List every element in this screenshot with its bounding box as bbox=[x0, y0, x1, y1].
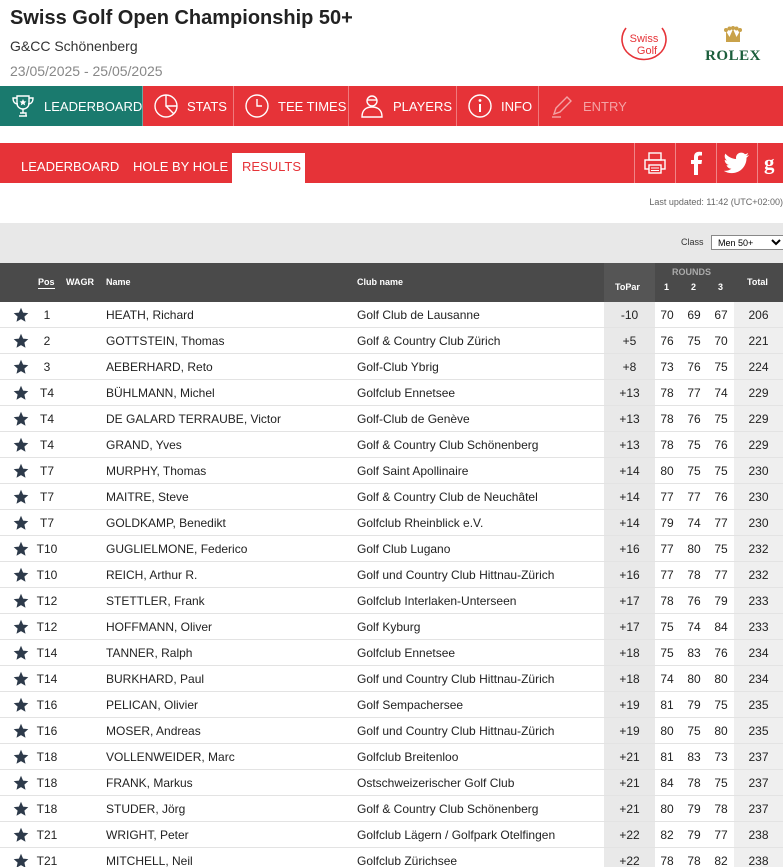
row-round-3: 76 bbox=[714, 438, 728, 452]
row-round-3: 76 bbox=[714, 490, 728, 504]
row-topar: +22 bbox=[619, 828, 640, 842]
row-round-3: 77 bbox=[714, 568, 728, 582]
row-round-2: 75 bbox=[687, 464, 701, 478]
main-nav bbox=[0, 86, 783, 126]
row-pos: T12 bbox=[36, 620, 58, 634]
row-round-2: 76 bbox=[687, 412, 701, 426]
nav-tee-times-label: TEE TIMES bbox=[278, 98, 347, 114]
nav-stats-label: STATS bbox=[187, 98, 227, 114]
table-row[interactable] bbox=[0, 510, 783, 536]
row-total: 234 bbox=[748, 646, 769, 660]
col-pos[interactable]: Pos bbox=[38, 277, 55, 287]
favorite-star-icon[interactable] bbox=[13, 853, 29, 867]
favorite-star-icon[interactable] bbox=[13, 801, 29, 817]
table-row[interactable] bbox=[0, 614, 783, 640]
row-pos: T4 bbox=[39, 412, 54, 426]
row-round-1: 80 bbox=[660, 464, 674, 478]
table-row[interactable] bbox=[0, 302, 783, 328]
nav-entry-label: ENTRY bbox=[583, 98, 627, 114]
row-player-name[interactable]: FRANK, Markus bbox=[106, 776, 193, 790]
favorite-star-icon[interactable] bbox=[13, 593, 29, 609]
row-club-name: Golf Kyburg bbox=[357, 620, 421, 634]
row-pos: T10 bbox=[36, 568, 58, 582]
row-total: 230 bbox=[748, 464, 769, 478]
row-total: 224 bbox=[748, 360, 769, 374]
row-player-name[interactable]: GUGLIELMONE, Federico bbox=[106, 542, 248, 556]
row-total: 229 bbox=[748, 386, 769, 400]
table-row[interactable] bbox=[0, 432, 783, 458]
row-pos: T10 bbox=[36, 542, 58, 556]
row-player-name[interactable]: HOFFMANN, Oliver bbox=[106, 620, 212, 634]
row-total: 237 bbox=[748, 750, 769, 764]
row-round-1: 75 bbox=[660, 620, 674, 634]
row-round-3: 84 bbox=[714, 620, 728, 634]
col-round-3[interactable]: 3 bbox=[718, 282, 724, 292]
row-club-name: Golfclub Lägern / Golfpark Otelfingen bbox=[357, 828, 556, 842]
swiss-golf-logo-line2: Golf bbox=[636, 45, 658, 57]
tab-hole-by-hole[interactable]: HOLE BY HOLE bbox=[133, 159, 229, 174]
row-round-1: 77 bbox=[660, 542, 674, 556]
venue-name: G&CC Schönenberg bbox=[10, 38, 138, 54]
nav-leaderboard-label: LEADERBOARD bbox=[44, 98, 143, 114]
favorite-star-icon[interactable] bbox=[13, 671, 29, 687]
row-pos: T21 bbox=[36, 854, 58, 867]
tournament-title: Swiss Golf Open Championship 50+ bbox=[10, 7, 353, 29]
row-total: 232 bbox=[748, 542, 769, 556]
row-club-name: Golfclub Zürichsee bbox=[357, 854, 458, 867]
row-round-1: 78 bbox=[660, 386, 674, 400]
favorite-star-icon[interactable] bbox=[13, 515, 29, 531]
table-row[interactable] bbox=[0, 744, 783, 770]
row-club-name: Golfclub Rheinblick e.V. bbox=[357, 516, 484, 530]
row-round-3: 67 bbox=[714, 308, 728, 322]
row-club-name: Golf und Country Club Hittnau-Zürich bbox=[357, 672, 555, 686]
row-round-3: 75 bbox=[714, 464, 728, 478]
row-round-2: 79 bbox=[687, 828, 701, 842]
row-club-name: Golf & Country Club Schönenberg bbox=[357, 802, 539, 816]
row-round-2: 76 bbox=[687, 360, 701, 374]
row-round-3: 79 bbox=[714, 594, 728, 608]
row-pos: 3 bbox=[43, 360, 51, 374]
row-topar: +19 bbox=[619, 698, 640, 712]
table-row[interactable] bbox=[0, 328, 783, 354]
table-row[interactable] bbox=[0, 458, 783, 484]
favorite-star-icon[interactable] bbox=[13, 567, 29, 583]
row-round-2: 78 bbox=[687, 854, 701, 867]
row-club-name: Golf Club de Lausanne bbox=[357, 308, 480, 322]
nav-players[interactable] bbox=[349, 86, 457, 126]
table-row[interactable] bbox=[0, 718, 783, 744]
facebook-button[interactable] bbox=[675, 143, 716, 183]
favorite-star-icon[interactable] bbox=[13, 489, 29, 505]
row-round-1: 79 bbox=[660, 516, 674, 530]
row-player-name[interactable]: AEBERHARD, Reto bbox=[106, 360, 213, 374]
row-player-name[interactable]: MOSER, Andreas bbox=[106, 724, 201, 738]
row-round-1: 82 bbox=[660, 828, 674, 842]
row-round-1: 78 bbox=[660, 412, 674, 426]
row-pos: T21 bbox=[36, 828, 58, 842]
row-player-name[interactable]: MURPHY, Thomas bbox=[106, 464, 207, 478]
row-round-1: 74 bbox=[660, 672, 674, 686]
table-row[interactable] bbox=[0, 536, 783, 562]
google-plus-icon bbox=[764, 150, 783, 176]
printer-icon bbox=[642, 150, 668, 176]
nav-entry[interactable] bbox=[539, 86, 629, 126]
col-rounds: ROUNDS bbox=[672, 267, 712, 277]
table-row[interactable] bbox=[0, 692, 783, 718]
row-round-3: 80 bbox=[714, 672, 728, 686]
row-topar: +16 bbox=[619, 542, 640, 556]
row-topar: -10 bbox=[620, 308, 639, 322]
row-round-1: 73 bbox=[660, 360, 674, 374]
favorite-star-icon[interactable] bbox=[13, 697, 29, 713]
row-round-2: 83 bbox=[687, 750, 701, 764]
row-pos: T7 bbox=[39, 464, 54, 478]
row-round-2: 78 bbox=[687, 568, 701, 582]
row-round-1: 78 bbox=[660, 438, 674, 452]
row-topar: +14 bbox=[619, 490, 640, 504]
row-topar: +13 bbox=[619, 438, 640, 452]
row-pos: T14 bbox=[36, 672, 58, 686]
row-round-2: 79 bbox=[687, 802, 701, 816]
row-player-name[interactable]: TANNER, Ralph bbox=[106, 646, 193, 660]
row-round-3: 75 bbox=[714, 412, 728, 426]
swiss-golf-logo[interactable] bbox=[618, 22, 670, 64]
row-round-2: 79 bbox=[687, 698, 701, 712]
svg-text:g: g bbox=[764, 150, 775, 175]
row-player-name[interactable]: HEATH, Richard bbox=[106, 308, 194, 322]
row-round-3: 74 bbox=[714, 386, 728, 400]
row-pos: T18 bbox=[36, 776, 58, 790]
row-round-1: 81 bbox=[660, 750, 674, 764]
player-icon bbox=[359, 93, 385, 119]
row-player-name[interactable]: PELICAN, Olivier bbox=[106, 698, 199, 712]
row-total: 237 bbox=[748, 776, 769, 790]
row-round-1: 77 bbox=[660, 490, 674, 504]
row-player-name[interactable]: STUDER, Jörg bbox=[106, 802, 186, 816]
row-round-3: 75 bbox=[714, 698, 728, 712]
tournament-dates: 23/05/2025 - 25/05/2025 bbox=[10, 63, 163, 79]
leaderboard-table bbox=[0, 302, 783, 867]
row-pos: T4 bbox=[39, 438, 54, 452]
clock-icon bbox=[244, 93, 270, 119]
row-player-name[interactable]: REICH, Arthur R. bbox=[106, 568, 198, 582]
row-round-2: 75 bbox=[687, 438, 701, 452]
row-round-1: 78 bbox=[660, 854, 674, 867]
row-topar: +17 bbox=[619, 620, 640, 634]
table-row[interactable] bbox=[0, 666, 783, 692]
nav-info[interactable] bbox=[457, 86, 539, 126]
info-icon bbox=[467, 93, 493, 119]
row-topar: +8 bbox=[622, 360, 637, 374]
rolex-logo[interactable] bbox=[698, 26, 768, 66]
table-row[interactable] bbox=[0, 562, 783, 588]
row-round-2: 83 bbox=[687, 646, 701, 660]
favorite-star-icon[interactable] bbox=[13, 619, 29, 635]
row-total: 233 bbox=[748, 594, 769, 608]
row-round-3: 73 bbox=[714, 750, 728, 764]
row-round-2: 74 bbox=[687, 620, 701, 634]
row-topar: +18 bbox=[619, 672, 640, 686]
row-club-name: Golf-Club Ybrig bbox=[357, 360, 439, 374]
row-round-3: 82 bbox=[714, 854, 728, 867]
row-club-name: Golfclub Interlaken-Unterseen bbox=[357, 594, 517, 608]
row-pos: T7 bbox=[39, 490, 54, 504]
row-club-name: Golf und Country Club Hittnau-Zürich bbox=[357, 724, 555, 738]
favorite-star-icon[interactable] bbox=[13, 333, 29, 349]
row-total: 230 bbox=[748, 516, 769, 530]
table-row[interactable] bbox=[0, 406, 783, 432]
table-row[interactable] bbox=[0, 770, 783, 796]
col-club[interactable]: Club name bbox=[357, 277, 404, 287]
nav-leaderboard[interactable] bbox=[0, 86, 143, 126]
row-round-2: 77 bbox=[687, 386, 701, 400]
row-club-name: Golf & Country Club de Neuchâtel bbox=[357, 490, 538, 504]
row-round-3: 77 bbox=[714, 828, 728, 842]
row-total: 233 bbox=[748, 620, 769, 634]
row-round-3: 78 bbox=[714, 802, 728, 816]
table-row[interactable] bbox=[0, 380, 783, 406]
favorite-star-icon[interactable] bbox=[13, 775, 29, 791]
row-club-name: Golfclub Ennetsee bbox=[357, 386, 456, 400]
row-pos: T4 bbox=[39, 386, 54, 400]
row-round-2: 69 bbox=[687, 308, 701, 322]
row-round-1: 80 bbox=[660, 724, 674, 738]
col-name[interactable]: Name bbox=[106, 277, 131, 287]
row-pos: T7 bbox=[39, 516, 54, 530]
favorite-star-icon[interactable] bbox=[13, 385, 29, 401]
print-button[interactable] bbox=[634, 143, 675, 183]
row-player-name[interactable]: GRAND, Yves bbox=[106, 438, 182, 452]
twitter-button[interactable] bbox=[716, 143, 757, 183]
row-club-name: Golf & Country Club Zürich bbox=[357, 334, 501, 348]
row-topar: +14 bbox=[619, 464, 640, 478]
pen-icon bbox=[549, 93, 575, 119]
row-pos: T16 bbox=[36, 724, 58, 738]
row-pos: T18 bbox=[36, 750, 58, 764]
row-round-3: 75 bbox=[714, 360, 728, 374]
row-topar: +22 bbox=[619, 854, 640, 867]
row-topar: +13 bbox=[619, 386, 640, 400]
row-total: 232 bbox=[748, 568, 769, 582]
row-round-2: 80 bbox=[687, 672, 701, 686]
row-player-name[interactable]: BURKHARD, Paul bbox=[106, 672, 205, 686]
row-player-name[interactable]: MITCHELL, Neil bbox=[106, 854, 193, 867]
rolex-logo-text: ROLEX bbox=[705, 48, 761, 64]
row-pos: T12 bbox=[36, 594, 58, 608]
tab-leaderboard[interactable]: LEADERBOARD bbox=[21, 159, 120, 174]
row-topar: +18 bbox=[619, 646, 640, 660]
row-player-name[interactable]: WRIGHT, Peter bbox=[106, 828, 189, 842]
row-player-name[interactable]: MAITRE, Steve bbox=[106, 490, 189, 504]
row-total: 230 bbox=[748, 490, 769, 504]
row-player-name[interactable]: BÜHLMANN, Michel bbox=[106, 386, 215, 400]
row-round-1: 70 bbox=[660, 308, 674, 322]
row-topar: +13 bbox=[619, 412, 640, 426]
page-header bbox=[0, 0, 783, 86]
col-wagr[interactable]: WAGR bbox=[66, 277, 94, 287]
row-topar: +21 bbox=[619, 776, 640, 790]
row-round-3: 76 bbox=[714, 646, 728, 660]
facebook-icon bbox=[686, 150, 706, 176]
row-total: 235 bbox=[748, 724, 769, 738]
row-club-name: Golfclub Ennetsee bbox=[357, 646, 456, 660]
row-club-name: Golf Sempachersee bbox=[357, 698, 464, 712]
row-player-name[interactable]: VOLLENWEIDER, Marc bbox=[106, 750, 235, 764]
filter-bar bbox=[0, 223, 783, 263]
row-topar: +19 bbox=[619, 724, 640, 738]
row-player-name[interactable]: GOLDKAMP, Benedikt bbox=[106, 516, 226, 530]
twitter-icon bbox=[724, 152, 750, 174]
row-club-name: Golf-Club de Genève bbox=[357, 412, 470, 426]
row-topar: +5 bbox=[622, 334, 637, 348]
row-round-2: 77 bbox=[687, 490, 701, 504]
nav-spacer bbox=[0, 126, 783, 143]
favorite-star-icon[interactable] bbox=[13, 723, 29, 739]
class-label: Class bbox=[681, 237, 704, 247]
favorite-star-icon[interactable] bbox=[13, 541, 29, 557]
nav-info-label: INFO bbox=[501, 98, 533, 114]
row-round-3: 75 bbox=[714, 542, 728, 556]
row-club-name: Golf und Country Club Hittnau-Zürich bbox=[357, 568, 555, 582]
row-topar: +21 bbox=[619, 802, 640, 816]
row-total: 237 bbox=[748, 802, 769, 816]
favorite-star-icon[interactable] bbox=[13, 359, 29, 375]
row-total: 234 bbox=[748, 672, 769, 686]
nav-tee-times[interactable] bbox=[234, 86, 349, 126]
swiss-golf-logo-line1: Swiss bbox=[629, 33, 659, 45]
favorite-star-icon[interactable] bbox=[13, 645, 29, 661]
favorite-star-icon[interactable] bbox=[13, 437, 29, 453]
row-player-name[interactable]: DE GALARD TERRAUBE, Victor bbox=[106, 412, 281, 426]
nav-stats[interactable] bbox=[143, 86, 234, 126]
table-row[interactable] bbox=[0, 484, 783, 510]
row-club-name: Ostschweizerischer Golf Club bbox=[357, 776, 515, 790]
row-pos: 2 bbox=[43, 334, 51, 348]
row-round-2: 75 bbox=[687, 724, 701, 738]
table-row[interactable] bbox=[0, 848, 783, 867]
row-total: 229 bbox=[748, 438, 769, 452]
crown-icon bbox=[724, 26, 742, 42]
row-round-3: 80 bbox=[714, 724, 728, 738]
row-round-1: 80 bbox=[660, 802, 674, 816]
row-round-3: 77 bbox=[714, 516, 728, 530]
row-club-name: Golfclub Breitenloo bbox=[357, 750, 459, 764]
favorite-star-icon[interactable] bbox=[13, 411, 29, 427]
sub-nav bbox=[0, 143, 783, 183]
favorite-star-icon[interactable] bbox=[13, 827, 29, 843]
row-club-name: Golf & Country Club Schönenberg bbox=[357, 438, 539, 452]
row-round-2: 74 bbox=[687, 516, 701, 530]
table-row[interactable] bbox=[0, 640, 783, 666]
favorite-star-icon[interactable] bbox=[13, 307, 29, 323]
row-club-name: Golf Saint Apollinaire bbox=[357, 464, 469, 478]
row-round-2: 78 bbox=[687, 776, 701, 790]
row-round-2: 75 bbox=[687, 334, 701, 348]
chart-icon bbox=[153, 93, 179, 119]
row-player-name[interactable]: GOTTSTEIN, Thomas bbox=[106, 334, 225, 348]
row-topar: +21 bbox=[619, 750, 640, 764]
col-round-1[interactable]: 1 bbox=[664, 282, 670, 292]
row-club-name: Golf Club Lugano bbox=[357, 542, 451, 556]
row-round-1: 76 bbox=[660, 334, 674, 348]
col-topar[interactable]: ToPar bbox=[615, 282, 640, 292]
row-total: 206 bbox=[748, 308, 769, 322]
row-round-1: 84 bbox=[660, 776, 674, 790]
tab-results[interactable]: RESULTS bbox=[232, 153, 305, 183]
row-pos: 1 bbox=[43, 308, 51, 322]
trophy-icon bbox=[10, 93, 36, 119]
row-round-1: 75 bbox=[660, 646, 674, 660]
row-round-1: 81 bbox=[660, 698, 674, 712]
row-round-1: 78 bbox=[660, 594, 674, 608]
table-row[interactable] bbox=[0, 796, 783, 822]
row-player-name[interactable]: STETTLER, Frank bbox=[106, 594, 205, 608]
table-row[interactable] bbox=[0, 354, 783, 380]
row-total: 235 bbox=[748, 698, 769, 712]
favorite-star-icon[interactable] bbox=[13, 463, 29, 479]
table-row[interactable] bbox=[0, 588, 783, 614]
row-pos: T14 bbox=[36, 646, 58, 660]
row-topar: +16 bbox=[619, 568, 640, 582]
table-row[interactable] bbox=[0, 822, 783, 848]
nav-players-label: PLAYERS bbox=[393, 98, 453, 114]
row-round-3: 75 bbox=[714, 776, 728, 790]
google-plus-button[interactable] bbox=[757, 143, 783, 183]
row-pos: T18 bbox=[36, 802, 58, 816]
class-select[interactable] bbox=[711, 235, 783, 250]
last-updated: Last updated: 11:42 (UTC+02:00) bbox=[649, 197, 783, 207]
row-total: 229 bbox=[748, 412, 769, 426]
row-round-1: 77 bbox=[660, 568, 674, 582]
row-round-2: 76 bbox=[687, 594, 701, 608]
row-total: 221 bbox=[748, 334, 769, 348]
col-total[interactable]: Total bbox=[747, 277, 768, 287]
row-total: 238 bbox=[748, 828, 769, 842]
row-round-3: 70 bbox=[714, 334, 728, 348]
row-total: 238 bbox=[748, 854, 769, 867]
row-topar: +17 bbox=[619, 594, 640, 608]
row-round-2: 80 bbox=[687, 542, 701, 556]
table-header bbox=[0, 263, 783, 302]
row-pos: T16 bbox=[36, 698, 58, 712]
favorite-star-icon[interactable] bbox=[13, 749, 29, 765]
row-topar: +14 bbox=[619, 516, 640, 530]
col-round-2[interactable]: 2 bbox=[691, 282, 697, 292]
